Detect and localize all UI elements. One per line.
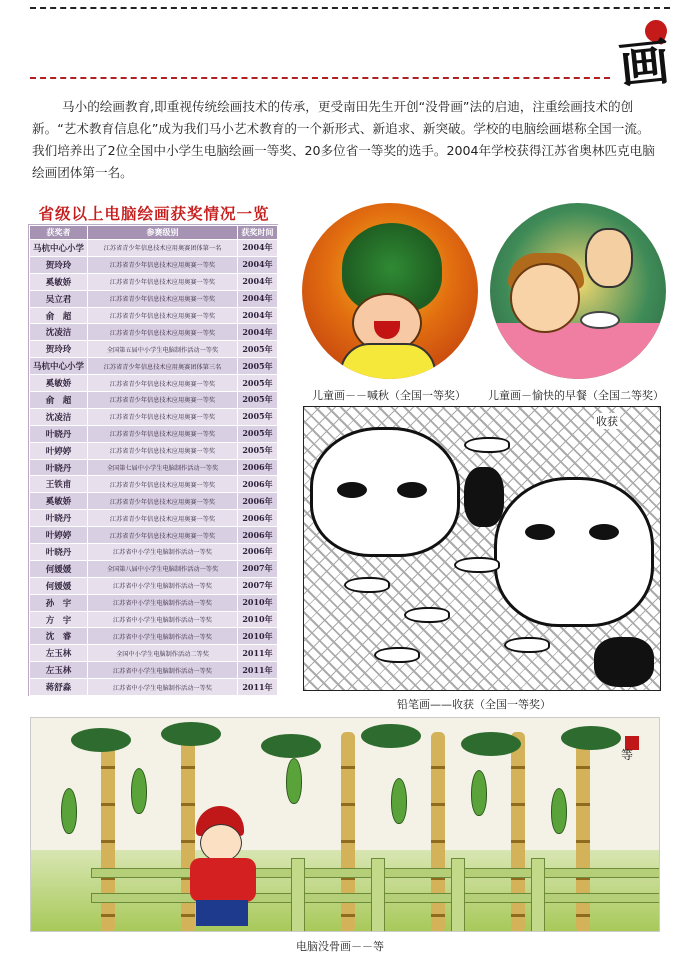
award-table-title: 省级以上电脑绘画获奖情况一览 <box>38 204 270 223</box>
award-level: 江苏省青少年信息技术应用奥赛团体第三名 <box>88 358 238 375</box>
award-year: 2011年 <box>238 662 278 679</box>
gourd <box>131 768 147 814</box>
award-winner: 王铁甫 <box>30 476 88 493</box>
fish <box>404 607 450 623</box>
award-winner: 沈凌洁 <box>30 324 88 341</box>
award-year: 2005年 <box>238 408 278 425</box>
breakfast-painting <box>490 203 666 379</box>
award-year: 2004年 <box>238 240 278 257</box>
award-row <box>30 392 278 409</box>
award-year: 2004年 <box>238 256 278 273</box>
header-year: 获奖时间 <box>238 226 278 240</box>
award-row <box>30 476 278 493</box>
pencil-drawing-title: 收获 <box>596 415 618 428</box>
cat-right <box>494 477 654 627</box>
cat-left-eye <box>337 482 367 498</box>
header-winner: 获奖者 <box>30 226 88 240</box>
award-winner: 叶晓丹 <box>30 544 88 561</box>
waiting-child <box>186 806 266 932</box>
leaf <box>261 734 321 758</box>
award-row <box>30 459 278 476</box>
award-level: 江苏省青少年信息技术应用奥赛一等奖 <box>88 307 238 324</box>
award-winner: 贺玲玲 <box>30 256 88 273</box>
award-row <box>30 628 278 645</box>
harvest-pencil-drawing <box>303 406 661 691</box>
award-row <box>30 375 278 392</box>
gourd <box>286 758 302 804</box>
fish <box>464 437 510 453</box>
award-row <box>30 256 278 273</box>
award-winner: 马杭中心小学 <box>30 240 88 257</box>
award-year: 2010年 <box>238 594 278 611</box>
award-year: 2006年 <box>238 544 278 561</box>
award-year: 2006年 <box>238 476 278 493</box>
award-row <box>30 341 278 358</box>
award-level: 全国第八届中小学生电脑制作活动一等奖 <box>88 560 238 577</box>
gourd <box>471 770 487 816</box>
autumn-caption: 儿童画－－喊秋（全国一等奖） <box>312 389 466 402</box>
award-level: 江苏省中小学生电脑制作活动一等奖 <box>88 544 238 561</box>
kid-face <box>510 263 580 333</box>
award-winner: 马杭中心小学 <box>30 358 88 375</box>
award-year: 2006年 <box>238 510 278 527</box>
award-level: 江苏省中小学生电脑制作活动一等奖 <box>88 577 238 594</box>
award-year: 2010年 <box>238 611 278 628</box>
award-level: 江苏省青少年信息技术应用奥赛一等奖 <box>88 273 238 290</box>
award-winner: 蒋舒淼 <box>30 679 88 696</box>
leaf <box>561 726 621 750</box>
top-dashed-divider <box>30 7 670 9</box>
award-year: 2004年 <box>238 324 278 341</box>
award-year: 2005年 <box>238 442 278 459</box>
award-year: 2004年 <box>238 290 278 307</box>
fence-post <box>371 858 385 932</box>
award-level: 江苏省青少年信息技术应用奥赛一等奖 <box>88 476 238 493</box>
red-dashed-divider <box>30 77 610 79</box>
award-row <box>30 594 278 611</box>
award-level: 江苏省青少年信息技术应用奥赛一等奖 <box>88 425 238 442</box>
gourd <box>391 778 407 824</box>
award-winner: 俞 超 <box>30 307 88 324</box>
award-row <box>30 527 278 544</box>
award-year: 2005年 <box>238 341 278 358</box>
fence-post <box>451 858 465 932</box>
header-level: 参赛级别 <box>88 226 238 240</box>
award-year: 2007年 <box>238 577 278 594</box>
award-level: 江苏省青少年信息技术应用奥赛一等奖 <box>88 493 238 510</box>
award-winner: 方 宇 <box>30 611 88 628</box>
award-level: 江苏省青少年信息技术应用奥赛团体第一名 <box>88 240 238 257</box>
award-row <box>30 442 278 459</box>
award-winner: 贺玲玲 <box>30 341 88 358</box>
award-winner: 孙 宇 <box>30 594 88 611</box>
award-row <box>30 358 278 375</box>
fish <box>344 577 390 593</box>
award-year: 2006年 <box>238 459 278 476</box>
red-jacket <box>190 858 256 902</box>
award-winner: 何媛媛 <box>30 577 88 594</box>
leaf <box>461 732 521 756</box>
award-winner: 何媛媛 <box>30 560 88 577</box>
award-winner: 奚敏娇 <box>30 375 88 392</box>
award-row <box>30 662 278 679</box>
award-level: 江苏省青少年信息技术应用奥赛一等奖 <box>88 527 238 544</box>
award-winner: 叶婷婷 <box>30 527 88 544</box>
award-year: 2006年 <box>238 493 278 510</box>
leaf <box>71 728 131 752</box>
award-row <box>30 324 278 341</box>
hua-character: 画 <box>616 31 673 96</box>
award-row <box>30 510 278 527</box>
award-year: 2007年 <box>238 560 278 577</box>
award-row <box>30 577 278 594</box>
award-level: 江苏省青少年信息技术应用奥赛一等奖 <box>88 408 238 425</box>
award-row <box>30 544 278 561</box>
award-winner: 奚敏娇 <box>30 273 88 290</box>
award-row <box>30 408 278 425</box>
award-winner: 左玉林 <box>30 645 88 662</box>
fence-post <box>531 858 545 932</box>
award-level: 江苏省中小学生电脑制作活动一等奖 <box>88 594 238 611</box>
cat-right-eye <box>589 524 619 540</box>
award-level: 江苏省青少年信息技术应用奥赛一等奖 <box>88 375 238 392</box>
award-level: 江苏省中小学生电脑制作活动一等奖 <box>88 662 238 679</box>
award-row <box>30 290 278 307</box>
award-year: 2005年 <box>238 392 278 409</box>
award-year: 2011年 <box>238 645 278 662</box>
award-winner: 叶婷婷 <box>30 442 88 459</box>
cat-left-eye <box>397 482 427 498</box>
painting-title-char: 等 <box>621 748 634 762</box>
award-year: 2005年 <box>238 375 278 392</box>
award-level: 江苏省青少年信息技术应用奥赛一等奖 <box>88 290 238 307</box>
award-row <box>30 645 278 662</box>
fence-post <box>291 858 305 932</box>
award-winner: 左玉林 <box>30 662 88 679</box>
award-winner: 奚敏娇 <box>30 493 88 510</box>
pencil-caption: 铅笔画——收获（全国一等奖） <box>397 698 551 711</box>
award-year: 2006年 <box>238 527 278 544</box>
award-year: 2004年 <box>238 273 278 290</box>
fish <box>504 637 550 653</box>
award-winner: 叶晓丹 <box>30 459 88 476</box>
award-row <box>30 425 278 442</box>
child-face <box>200 824 242 862</box>
fish <box>454 557 500 573</box>
award-level: 江苏省青少年信息技术应用奥赛一等奖 <box>88 392 238 409</box>
ink-block <box>594 637 654 687</box>
award-level: 全国中小学生电脑制作活动二等奖 <box>88 645 238 662</box>
award-year: 2005年 <box>238 425 278 442</box>
award-row <box>30 679 278 696</box>
award-row <box>30 611 278 628</box>
cat-left <box>310 427 460 557</box>
award-winner: 吴立君 <box>30 290 88 307</box>
blue-pants <box>196 900 248 926</box>
award-winner: 俞 超 <box>30 392 88 409</box>
award-row <box>30 493 278 510</box>
fish <box>374 647 420 663</box>
cat-right-eye <box>525 524 555 540</box>
bottom-caption: 电脑没骨画－－等 <box>296 940 384 953</box>
award-level: 江苏省中小学生电脑制作活动一等奖 <box>88 611 238 628</box>
gourd <box>61 788 77 834</box>
award-winner: 叶晓丹 <box>30 425 88 442</box>
award-year: 2010年 <box>238 628 278 645</box>
award-row <box>30 560 278 577</box>
award-year: 2004年 <box>238 307 278 324</box>
award-level: 全国第五届中小学生电脑制作活动一等奖 <box>88 341 238 358</box>
breakfast-plate <box>580 311 620 329</box>
award-winner: 叶晓丹 <box>30 510 88 527</box>
award-level: 江苏省青少年信息技术应用奥赛一等奖 <box>88 510 238 527</box>
award-level: 江苏省青少年信息技术应用奥赛一等奖 <box>88 442 238 459</box>
award-winner: 沈 睿 <box>30 628 88 645</box>
breakfast-caption: 儿童画－愉快的早餐（全国二等奖） <box>488 389 664 402</box>
award-table <box>28 224 278 696</box>
autumn-painting <box>302 203 478 379</box>
girl-shirt <box>340 343 436 379</box>
leaf <box>361 724 421 748</box>
intro-paragraph: 马小的绘画教育,即重视传统绘画技术的传承，更受南田先生开创“没骨画”法的启迪，注重绘画技术的创新。“艺术教育信息化”成为我们马小艺术教育的一个新形式、新追求、新突破。学校的电脑绘画堪称全国一流。我们培养出了2位全国中小学生电脑绘画一等奖、20多位省一等奖的选手。2004年学校获得江苏省奥林匹克电脑绘画团体第一名。 <box>32 99 655 180</box>
leaf <box>161 722 221 746</box>
award-year: 2011年 <box>238 679 278 696</box>
hua-calligraphy-logo <box>615 20 685 96</box>
waiting-boneless-painting <box>30 717 660 932</box>
award-row <box>30 240 278 257</box>
gourd <box>551 788 567 834</box>
breakfast-table <box>490 323 666 379</box>
award-winner: 沈凌洁 <box>30 408 88 425</box>
award-row <box>30 307 278 324</box>
award-row <box>30 273 278 290</box>
award-level: 全国第七届中小学生电脑制作活动一等奖 <box>88 459 238 476</box>
award-level: 江苏省中小学生电脑制作活动一等奖 <box>88 628 238 645</box>
man-figure <box>585 228 633 288</box>
ink-block <box>464 467 504 527</box>
award-level: 江苏省中小学生电脑制作活动一等奖 <box>88 679 238 696</box>
award-level: 江苏省青少年信息技术应用奥赛一等奖 <box>88 324 238 341</box>
award-table-header-row <box>30 226 278 240</box>
award-level: 江苏省青少年信息技术应用奥赛一等奖 <box>88 256 238 273</box>
award-year: 2005年 <box>238 358 278 375</box>
